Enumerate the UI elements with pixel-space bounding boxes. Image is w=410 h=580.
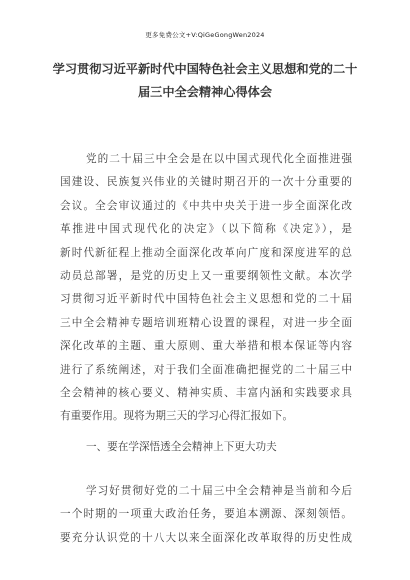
paragraph-line: 一个时期的一项重大政治任务，要追本溯源、深刻领悟。 bbox=[60, 508, 352, 521]
paragraph-line: 要充分认识党的十八大以来全面深化改革取得的历史性成 bbox=[60, 531, 352, 544]
paragraph-line: 动员总部署，是党的历史上又一重要纲领性文献。本次学 bbox=[60, 269, 352, 282]
paragraph-line: 党的二十届三中全会是在以中国式现代化全面推进强 bbox=[86, 153, 352, 165]
paragraph-line: 学习好贯彻好党的二十届三中全会精神是当前和今后 bbox=[86, 485, 352, 497]
paragraph-line: 习贯彻习近平新时代中国特色社会主义思想和党的二十届 bbox=[60, 293, 352, 306]
paragraph-line: 新时代新征程上推动全面深化改革向广度和深度进军的总 bbox=[60, 246, 352, 259]
paragraph-line: 有重要作用。现将为期三天的学习心得汇报如下。 bbox=[60, 410, 294, 423]
paragraph-line: 全会精神的核心要义、精神实质、丰富内涵和实践要求具 bbox=[60, 386, 352, 399]
document-title bbox=[40, 58, 370, 105]
paragraph bbox=[60, 148, 352, 429]
section-heading-text: 一、要在学深悟透全会精神上下更大功夫 bbox=[86, 441, 277, 453]
section-heading bbox=[60, 436, 352, 459]
paragraph-line: 三中全会精神专题培训班精心设置的课程，对进一步全面 bbox=[60, 316, 352, 329]
paragraph bbox=[60, 480, 352, 550]
paragraph-line: 深化改革的主题、重大原则、重大举措和根本保证等内容 bbox=[60, 340, 352, 353]
paragraph-line: 会议。全会审议通过的《中共中央关于进一步全面深化改 bbox=[60, 199, 352, 212]
title-line: 学习贯彻习近平新时代中国特色社会主义思想和党的二十 bbox=[52, 62, 358, 76]
paragraph-line: 进行了系统阐述，对于我们全面准确把握党的二十届三中 bbox=[60, 363, 352, 376]
paragraph-line: 国建设、民族复兴伟业的关键时期召开的一次十分重要的 bbox=[60, 176, 352, 189]
header-note: 更多免费公文+V:QiGeGongWen2024 bbox=[145, 31, 265, 39]
paragraph-line: 革推进中国式现代化的决定》（以下简称《决定》），是 bbox=[60, 223, 352, 236]
title-line: 届三中全会精神心得体会 bbox=[137, 85, 273, 100]
